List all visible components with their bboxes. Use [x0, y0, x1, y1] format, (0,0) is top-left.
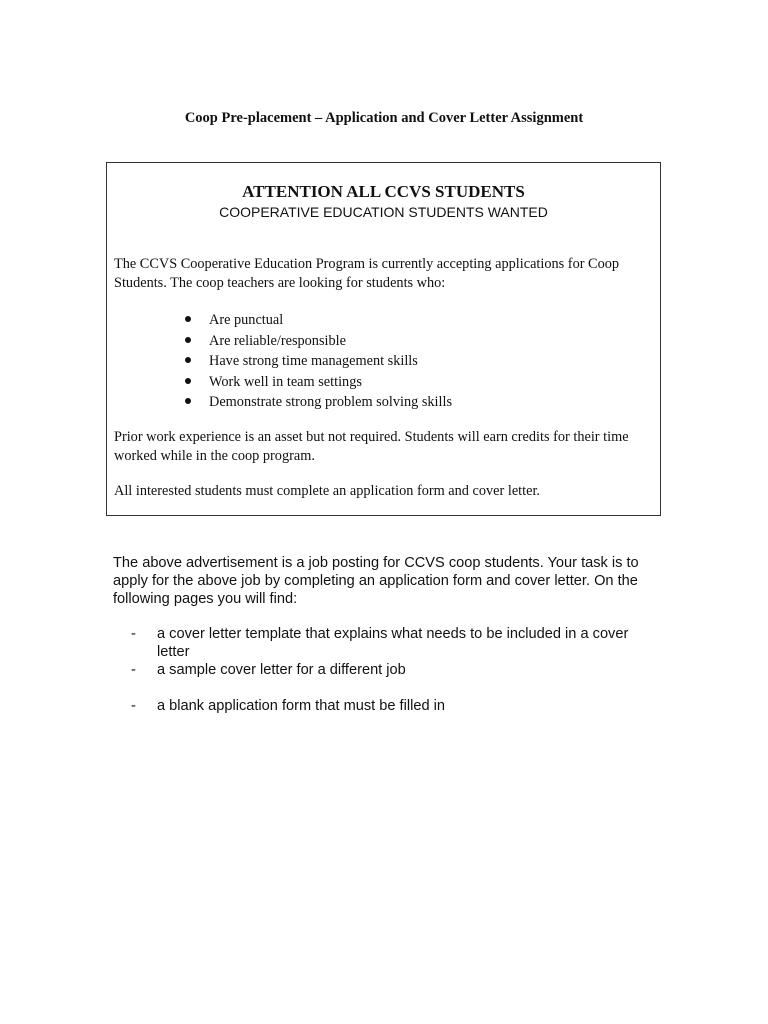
list-item: - a sample cover letter for a different job: [131, 662, 406, 678]
list-item: - a cover letter template that explains what needs to be included in a cover letter: [131, 626, 629, 660]
list-item: Work well in team settings: [185, 372, 452, 393]
qualities-list: [185, 310, 452, 413]
list-item: Are reliable/responsible: [185, 331, 452, 352]
dash-marker: -: [131, 626, 136, 642]
experience-note: Prior work experience is an asset but not required. Students will earn credits for their time worked while in the coop program.: [114, 429, 629, 464]
advertisement-intro: The CCVS Cooperative Education Program is currently accepting applications for Coop Students. The coop teachers are looking for students who:: [114, 256, 620, 291]
bullet-icon: [185, 337, 191, 343]
document-title: Coop Pre-placement – Application and Cover Letter Assignment: [184, 110, 584, 126]
resources-list-continued: [131, 697, 657, 715]
bullet-icon: [185, 378, 191, 384]
requirement-note: All interested students must complete an application form and cover letter.: [114, 483, 541, 499]
bullet-icon: [185, 357, 191, 363]
bullet-icon: [185, 316, 191, 322]
advertisement-heading: ATTENTION ALL CCVS STUDENTS: [242, 182, 525, 201]
advertisement-subheading: COOPERATIVE EDUCATION STUDENTS WANTED: [219, 204, 548, 220]
dash-marker: -: [131, 662, 136, 678]
resources-list: [131, 625, 657, 679]
instructions-paragraph: The above advertisement is a job posting for CCVS coop students. Your task is to apply for the above job by completing an application form and cover letter. On the following pages you will find:: [113, 555, 639, 607]
bullet-icon: [185, 398, 191, 404]
dash-marker: -: [131, 698, 136, 714]
list-item: Have strong time management skills: [185, 351, 452, 372]
list-item: - a blank application form that must be filled in: [131, 698, 445, 714]
list-item: Are punctual: [185, 310, 452, 331]
job-advertisement-box: [106, 162, 661, 516]
list-item: Demonstrate strong problem solving skills: [185, 392, 452, 413]
